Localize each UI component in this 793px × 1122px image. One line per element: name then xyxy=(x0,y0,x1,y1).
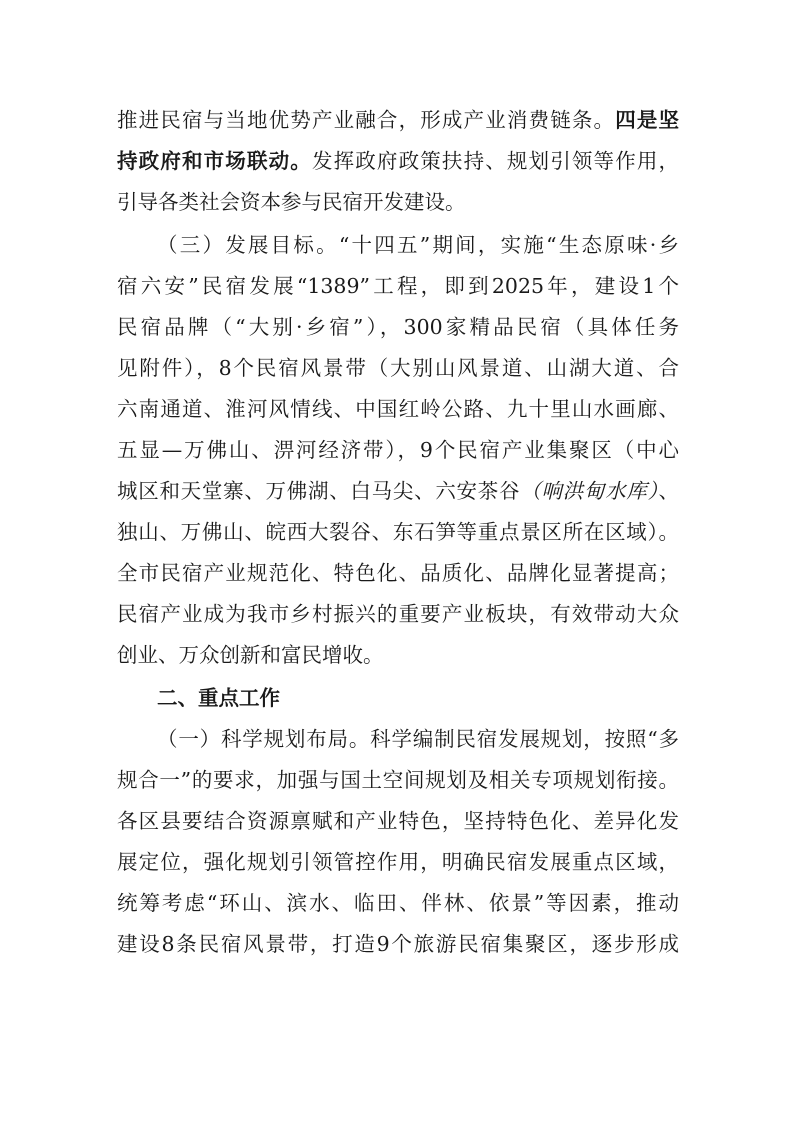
text-run: 推进民宿与当地优势产业融合，形成产业消费链条。 xyxy=(117,108,616,132)
italic-text-run: （响洪甸水库） xyxy=(520,479,659,503)
paragraph-line: 各区县要结合资源禀赋和产业特色，坚持特色化、差异化发 xyxy=(117,809,679,833)
paragraph-line: （一）科学规划布局。科学编制民宿发展规划，按照“多 xyxy=(157,727,679,751)
paragraph-line xyxy=(117,141,679,181)
text-run: 城区和天堂寨、万佛湖、白马尖、六安茶谷 xyxy=(117,479,521,503)
paragraph-line: 宿六安”民宿发展“1389”工程，即到2025年，建设1个 xyxy=(117,274,679,298)
text-run: 发挥政府政策扶持、规划引领等作用， xyxy=(311,149,680,173)
paragraph-line xyxy=(117,100,679,140)
paragraph-line: 六南通道、淮河风情线、中国红岭公路、九十里山水画廊、 xyxy=(117,397,679,421)
paragraph-line: 民宿品牌（“大别·乡宿”），300家精品民宿（具体任务 xyxy=(117,315,679,339)
paragraph-line: 独山、万佛山、皖西大裂谷、东石笋等重点景区所在区域）。 xyxy=(117,520,679,544)
paragraph-line: 建设8条民宿风景带，打造9个旅游民宿集聚区，逐步形成 xyxy=(117,932,679,956)
paragraph-line: 规合一”的要求，加强与国土空间规划及相关专项规划衔接。 xyxy=(117,768,679,792)
bold-text-run: 持政府和市场联动。 xyxy=(117,149,312,173)
paragraph-line: 引导各类社会资本参与民宿开发建设。 xyxy=(117,190,466,214)
paragraph-line: 全市民宿产业规范化、特色化、品质化、品牌化显著提高； xyxy=(117,561,679,585)
paragraph-line: 见附件），8个民宿风景带（大别山风景道、山湖大道、合 xyxy=(117,356,679,380)
paragraph-line: 民宿产业成为我市乡村振兴的重要产业板块，有效带动大众 xyxy=(117,602,679,626)
paragraph-line: 展定位，强化规划引领管控作用，明确民宿发展重点区域， xyxy=(117,850,679,874)
section-heading: 二、重点工作 xyxy=(157,686,280,710)
bold-text-run: 四是坚 xyxy=(615,108,680,132)
paragraph-line: 创业、万众创新和富民增收。 xyxy=(117,643,384,667)
paragraph-line: （三）发展目标。“十四五”期间，实施“生态原味·乡 xyxy=(157,233,679,257)
text-run: 、 xyxy=(658,479,680,503)
paragraph-line xyxy=(117,471,679,511)
paragraph-line: 五显—万佛山、淠河经济带），9个民宿产业集聚区（中心 xyxy=(117,438,679,462)
paragraph-line: 统筹考虑“环山、滨水、临田、伴林、依景”等因素，推动 xyxy=(117,891,679,915)
